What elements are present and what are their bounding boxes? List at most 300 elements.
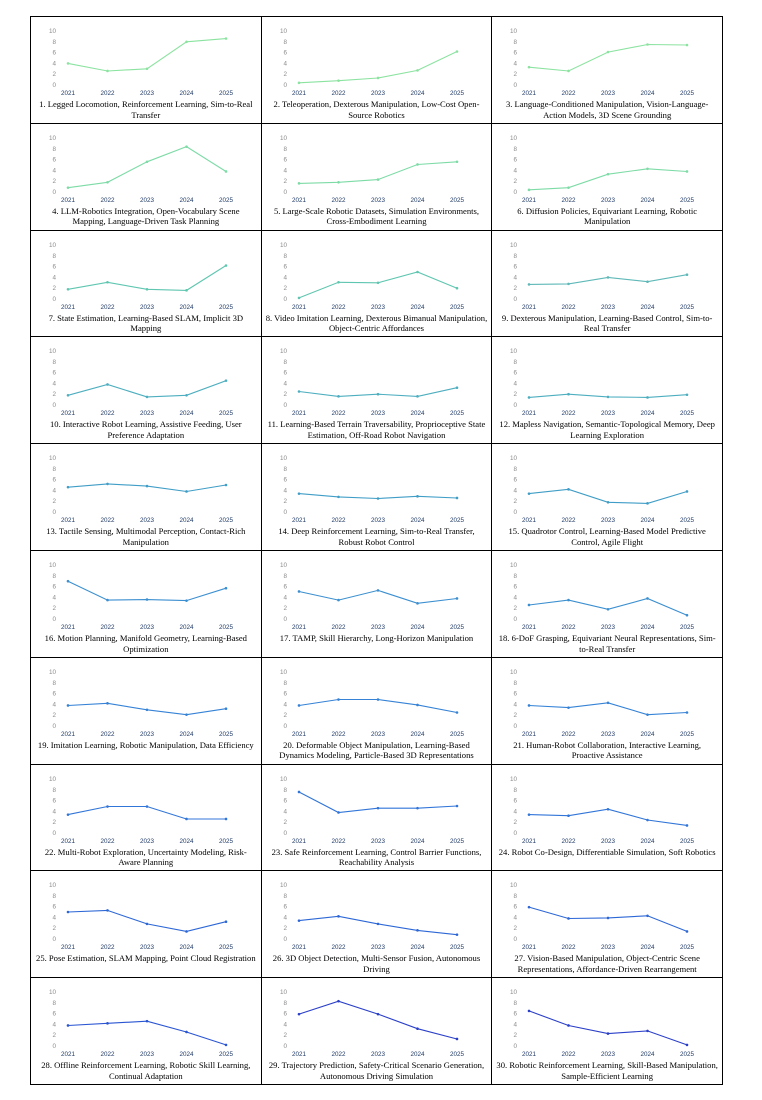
chart-caption: 6. Diffusion Policies, Equivariant Learning, Robotic Manipulation (517, 205, 698, 227)
series-line (529, 45, 687, 72)
chart-caption: 9. Dexterous Manipulation, Learning-Based Control, Sim-to-Real Transfer (501, 312, 713, 334)
y-tick-label: 6 (52, 263, 56, 271)
chart-caption: 18. 6-DoF Grasping, Equivariant Neural Representations, Sim-to-Real Transfer (498, 633, 716, 654)
x-tick-label: 2023 (370, 303, 385, 311)
y-tick-label: 10 (279, 775, 287, 783)
data-point (67, 813, 70, 816)
x-tick-label: 2022 (100, 730, 115, 738)
y-tick-label: 8 (52, 786, 56, 794)
data-point (337, 79, 340, 82)
line-chart (492, 551, 722, 633)
y-tick-label: 10 (48, 668, 56, 676)
data-point (185, 1031, 188, 1034)
x-tick-label: 2023 (139, 730, 155, 738)
data-point (686, 1044, 689, 1047)
y-tick-label: 8 (52, 38, 56, 46)
chart-caption: 25. Pose Estimation, SLAM Mapping, Point Cloud Registration (36, 953, 256, 964)
x-tick-label: 2021 (291, 837, 306, 845)
y-tick-label: 0 (513, 509, 518, 517)
x-tick-label: 2022 (100, 1051, 115, 1059)
x-tick-label: 2023 (370, 90, 385, 97)
x-tick-label: 2022 (561, 837, 576, 845)
y-tick-label: 4 (52, 594, 56, 602)
data-point (455, 286, 458, 289)
chart-caption: 27. Vision-Based Manipulation, Object-Centric Scene Representations, Affordance-Driven Rearrangement (514, 953, 700, 974)
data-point (106, 599, 109, 602)
line-chart (262, 551, 492, 633)
x-tick-label: 2021 (291, 944, 306, 952)
data-point (146, 396, 149, 399)
data-point (416, 395, 419, 398)
y-tick-label: 10 (510, 989, 518, 997)
y-tick-label: 2 (513, 284, 518, 292)
line-chart (492, 444, 722, 526)
y-tick-label: 8 (513, 145, 518, 153)
y-tick-label: 0 (52, 509, 56, 517)
y-tick-label: 8 (513, 893, 518, 901)
y-tick-label: 4 (52, 60, 56, 68)
chart-panel (492, 978, 723, 1085)
line-chart (262, 765, 492, 847)
x-tick-label: 2022 (331, 303, 346, 311)
data-point (376, 923, 379, 926)
y-tick-label: 6 (52, 903, 56, 911)
series-line (68, 39, 226, 71)
x-tick-label: 2021 (291, 410, 306, 418)
y-tick-label: 10 (279, 241, 287, 249)
y-tick-label: 10 (510, 134, 518, 142)
y-tick-label: 10 (48, 28, 56, 35)
line-chart (31, 124, 261, 206)
x-tick-label: 2025 (449, 944, 464, 952)
y-tick-label: 4 (283, 807, 287, 815)
y-tick-label: 2 (513, 498, 518, 506)
y-tick-label: 0 (52, 1043, 56, 1051)
chart-panel (262, 765, 493, 872)
data-point (647, 280, 650, 283)
x-tick-label: 2024 (410, 517, 425, 525)
data-point (568, 814, 571, 817)
x-tick-label: 2023 (601, 90, 616, 97)
y-tick-label: 10 (48, 562, 56, 569)
x-tick-label: 2021 (60, 517, 76, 525)
x-tick-label: 2025 (449, 624, 464, 631)
x-tick-label: 2024 (179, 517, 194, 525)
series-line (299, 917, 457, 935)
y-tick-label: 10 (279, 348, 287, 356)
data-point (146, 708, 149, 711)
x-tick-label: 2022 (100, 837, 115, 845)
chart-caption: 4. LLM-Robotics Integration, Open-Vocabulary Scene Mapping, Language-Driven Task Planning (52, 205, 240, 227)
data-point (225, 587, 228, 590)
y-tick-label: 8 (283, 679, 287, 687)
data-point (67, 704, 70, 707)
x-tick-label: 2023 (601, 410, 616, 418)
x-tick-label: 2024 (640, 303, 655, 311)
data-point (455, 597, 458, 600)
data-point (607, 808, 610, 811)
y-tick-label: 4 (283, 273, 287, 281)
x-tick-label: 2025 (680, 730, 695, 738)
y-tick-label: 6 (283, 369, 287, 377)
line-chart (262, 658, 492, 740)
x-tick-label: 2025 (218, 730, 234, 738)
y-tick-label: 0 (283, 188, 287, 196)
x-tick-label: 2022 (561, 303, 576, 311)
x-tick-label: 2024 (640, 837, 655, 845)
y-tick-label: 8 (283, 572, 287, 580)
data-point (106, 483, 109, 486)
x-tick-label: 2021 (522, 730, 537, 738)
y-tick-label: 8 (52, 999, 56, 1007)
data-point (67, 580, 70, 583)
chart-panel (492, 765, 723, 872)
series-line (529, 1011, 687, 1045)
x-tick-label: 2023 (139, 90, 155, 97)
x-tick-label: 2025 (218, 196, 234, 204)
y-tick-label: 8 (52, 359, 56, 367)
y-tick-label: 10 (48, 348, 56, 356)
x-tick-label: 2021 (522, 837, 537, 845)
x-tick-label: 2024 (179, 1051, 194, 1059)
y-tick-label: 6 (52, 1010, 56, 1018)
data-point (686, 614, 689, 617)
chart-caption: 15. Quadrotor Control, Learning-Based Model Predictive Control, Agile Flight (508, 526, 706, 547)
data-point (647, 43, 650, 46)
x-tick-label: 2021 (60, 196, 76, 204)
x-tick-label: 2025 (449, 730, 464, 738)
x-tick-label: 2025 (680, 1051, 695, 1059)
y-tick-label: 2 (52, 498, 56, 506)
y-tick-label: 4 (283, 60, 287, 68)
y-tick-label: 8 (283, 145, 287, 153)
series-line (529, 907, 687, 931)
data-point (416, 602, 419, 605)
data-point (528, 604, 531, 607)
y-tick-label: 0 (52, 295, 56, 303)
y-tick-label: 4 (513, 487, 518, 495)
data-point (607, 701, 610, 704)
x-tick-label: 2023 (370, 837, 385, 845)
data-point (67, 62, 70, 65)
data-point (106, 702, 109, 705)
data-point (607, 1032, 610, 1035)
y-tick-label: 0 (52, 616, 56, 623)
data-point (225, 380, 228, 383)
y-tick-label: 2 (283, 498, 287, 506)
series-line (299, 1001, 457, 1039)
data-point (146, 805, 149, 808)
data-point (568, 599, 571, 602)
data-point (225, 707, 228, 710)
y-tick-label: 2 (513, 818, 518, 826)
data-point (67, 186, 70, 189)
data-point (225, 817, 228, 820)
chart-panel (262, 978, 493, 1085)
x-tick-label: 2021 (522, 517, 537, 525)
y-tick-label: 10 (48, 989, 56, 997)
x-tick-label: 2025 (218, 944, 234, 952)
chart-panel (492, 444, 723, 551)
y-tick-label: 10 (510, 882, 518, 890)
x-tick-label: 2021 (522, 410, 537, 418)
y-tick-label: 2 (52, 818, 56, 826)
y-tick-label: 10 (510, 775, 518, 783)
x-tick-label: 2022 (331, 624, 346, 631)
x-tick-label: 2025 (449, 517, 464, 525)
x-tick-label: 2021 (60, 944, 76, 952)
chart-caption: 28. Offline Reinforcement Learning, Robotic Skill Learning, Continual Adaptation (41, 1060, 251, 1081)
x-tick-label: 2022 (331, 1051, 346, 1059)
y-tick-label: 8 (283, 38, 287, 46)
y-tick-label: 0 (513, 722, 518, 730)
x-tick-label: 2022 (331, 944, 346, 952)
data-point (455, 1038, 458, 1041)
x-tick-label: 2022 (331, 410, 346, 418)
chart-caption: 14. Deep Reinforcement Learning, Sim-to-Real Transfer, Robust Robot Control (278, 526, 475, 547)
y-tick-label: 8 (52, 572, 56, 580)
x-tick-label: 2022 (100, 303, 115, 311)
x-tick-label: 2025 (680, 410, 695, 418)
line-chart (31, 658, 261, 740)
x-tick-label: 2024 (640, 944, 655, 952)
y-tick-label: 0 (513, 616, 518, 623)
x-tick-label: 2021 (291, 90, 306, 97)
data-point (67, 394, 70, 397)
y-tick-label: 4 (283, 701, 287, 709)
line-chart (262, 231, 492, 313)
x-tick-label: 2022 (100, 517, 115, 525)
y-tick-label: 0 (52, 936, 56, 944)
data-point (376, 589, 379, 592)
data-point (455, 497, 458, 500)
x-tick-label: 2022 (100, 624, 115, 631)
line-chart (262, 124, 492, 206)
x-tick-label: 2025 (449, 196, 464, 204)
data-point (297, 590, 300, 593)
data-point (146, 485, 149, 488)
data-point (185, 931, 188, 934)
x-tick-label: 2023 (139, 410, 155, 418)
chart-caption: 1. Legged Locomotion, Reinforcement Learning, Sim-to-Real Transfer (39, 99, 253, 120)
y-tick-label: 8 (52, 679, 56, 687)
x-tick-label: 2023 (370, 944, 385, 952)
series-line (68, 581, 226, 600)
line-chart (262, 871, 492, 953)
y-tick-label: 0 (513, 188, 518, 196)
data-point (455, 804, 458, 807)
chart-panel (31, 337, 262, 444)
y-tick-label: 2 (52, 284, 56, 292)
x-tick-label: 2022 (100, 90, 115, 97)
chart-caption: 17. TAMP, Skill Hierarchy, Long-Horizon Manipulation (279, 633, 474, 643)
x-tick-label: 2024 (179, 730, 194, 738)
x-tick-label: 2023 (370, 1051, 385, 1059)
x-tick-label: 2023 (139, 944, 155, 952)
data-point (146, 160, 149, 163)
data-point (647, 597, 650, 600)
y-tick-label: 6 (52, 583, 56, 591)
chart-caption: 22. Multi-Robot Exploration, Uncertainty Modeling, Risk-Aware Planning (44, 846, 247, 868)
x-tick-label: 2023 (139, 837, 155, 845)
x-tick-label: 2022 (561, 517, 576, 525)
y-tick-label: 2 (52, 1032, 56, 1040)
y-tick-label: 8 (513, 999, 518, 1007)
data-point (185, 713, 188, 716)
x-tick-label: 2022 (561, 944, 576, 952)
data-point (376, 806, 379, 809)
data-point (67, 486, 70, 489)
data-point (455, 50, 458, 53)
y-tick-label: 10 (510, 241, 518, 249)
series-line (68, 265, 226, 290)
line-chart (262, 978, 492, 1060)
y-tick-label: 4 (513, 594, 518, 602)
line-chart (31, 978, 261, 1060)
x-tick-label: 2021 (291, 517, 306, 525)
x-tick-label: 2024 (179, 303, 194, 311)
x-tick-label: 2021 (291, 624, 306, 631)
data-point (106, 281, 109, 284)
x-tick-label: 2025 (680, 303, 695, 311)
x-tick-label: 2022 (100, 410, 115, 418)
y-tick-label: 10 (279, 668, 287, 676)
chart-panel (492, 17, 723, 124)
y-tick-label: 10 (279, 28, 287, 35)
y-tick-label: 0 (283, 509, 287, 517)
data-point (686, 824, 689, 827)
y-tick-label: 0 (513, 295, 518, 303)
y-tick-label: 0 (283, 295, 287, 303)
y-tick-label: 8 (513, 786, 518, 794)
chart-panel (492, 124, 723, 231)
line-chart (492, 871, 722, 953)
y-tick-label: 8 (513, 465, 518, 473)
x-tick-label: 2021 (291, 730, 306, 738)
y-tick-label: 4 (52, 914, 56, 922)
chart-panel (492, 658, 723, 765)
y-tick-label: 0 (283, 82, 287, 89)
x-tick-label: 2024 (410, 410, 425, 418)
data-point (297, 704, 300, 707)
x-tick-label: 2023 (139, 1051, 155, 1059)
data-point (67, 1024, 70, 1027)
data-point (607, 276, 610, 279)
x-tick-label: 2023 (139, 196, 155, 204)
y-tick-label: 4 (283, 487, 287, 495)
data-point (416, 270, 419, 273)
data-point (647, 1030, 650, 1033)
chart-caption: 20. Deformable Object Manipulation, Learning-Based Dynamics Modeling, Particle-Based 3D Representations (279, 739, 474, 761)
data-point (225, 170, 228, 173)
data-point (647, 915, 650, 918)
data-point (686, 394, 689, 397)
y-tick-label: 8 (52, 252, 56, 260)
chart-caption: 24. Robot Co-Design, Differentiable Simulation, Soft Robotics (498, 846, 716, 857)
series-line (68, 806, 226, 819)
x-tick-label: 2025 (449, 410, 464, 418)
series-line (299, 699, 457, 712)
y-tick-label: 6 (283, 797, 287, 805)
y-tick-label: 4 (513, 167, 518, 175)
x-tick-label: 2024 (640, 624, 655, 631)
y-tick-label: 4 (283, 1021, 287, 1029)
y-tick-label: 4 (52, 273, 56, 281)
x-tick-label: 2025 (218, 303, 234, 311)
data-point (337, 599, 340, 602)
x-tick-label: 2021 (522, 196, 537, 204)
data-point (337, 181, 340, 184)
x-tick-label: 2021 (60, 624, 76, 631)
chart-caption: 8. Video Imitation Learning, Dexterous Bimanual Manipulation, Object-Centric Affordances (265, 312, 488, 334)
data-point (337, 496, 340, 499)
y-tick-label: 0 (52, 402, 56, 410)
x-tick-label: 2024 (410, 730, 425, 738)
y-tick-label: 6 (513, 156, 518, 164)
x-tick-label: 2025 (680, 90, 695, 97)
y-tick-label: 2 (52, 177, 56, 185)
chart-panel (31, 124, 262, 231)
x-tick-label: 2021 (60, 303, 76, 311)
y-tick-label: 2 (52, 391, 56, 399)
x-tick-label: 2025 (218, 1051, 234, 1059)
chart-caption: 12. Mapless Navigation, Semantic-Topological Memory, Deep Learning Exploration (499, 419, 715, 440)
y-tick-label: 8 (52, 465, 56, 473)
series-line (68, 1021, 226, 1045)
y-tick-label: 6 (513, 49, 518, 57)
data-point (686, 931, 689, 934)
x-tick-label: 2021 (60, 730, 76, 738)
data-point (686, 273, 689, 276)
y-tick-label: 6 (513, 690, 518, 698)
x-tick-label: 2022 (561, 196, 576, 204)
x-tick-label: 2021 (522, 624, 537, 631)
y-tick-label: 8 (283, 893, 287, 901)
y-tick-label: 4 (513, 60, 518, 68)
data-point (225, 1044, 228, 1047)
data-point (568, 488, 571, 491)
chart-panel (31, 658, 262, 765)
data-point (607, 173, 610, 176)
y-tick-label: 0 (52, 188, 56, 196)
data-point (337, 395, 340, 398)
chart-caption: 5. Large-Scale Robotic Datasets, Simulation Environments, Cross-Embodiment Learning (273, 205, 480, 227)
y-tick-label: 4 (283, 167, 287, 175)
y-tick-label: 6 (283, 476, 287, 484)
chart-panel (262, 17, 493, 124)
y-tick-label: 6 (283, 263, 287, 271)
x-tick-label: 2023 (601, 837, 616, 845)
x-tick-label: 2022 (561, 1051, 576, 1059)
data-point (568, 918, 571, 921)
chart-caption: 13. Tactile Sensing, Multimodal Perception, Contact-Rich Manipulation (46, 526, 246, 547)
chart-panel (262, 551, 493, 658)
data-point (185, 145, 188, 148)
chart-panel (262, 444, 493, 551)
y-tick-label: 2 (52, 711, 56, 719)
x-tick-label: 2025 (218, 410, 234, 418)
y-tick-label: 0 (513, 1043, 518, 1051)
series-line (529, 599, 687, 616)
x-tick-label: 2023 (370, 624, 385, 631)
x-tick-label: 2025 (218, 90, 234, 97)
x-tick-label: 2022 (100, 944, 115, 952)
x-tick-label: 2023 (601, 730, 616, 738)
y-tick-label: 10 (48, 775, 56, 783)
chart-panel (31, 231, 262, 338)
x-tick-label: 2024 (179, 90, 194, 97)
line-chart (492, 337, 722, 419)
